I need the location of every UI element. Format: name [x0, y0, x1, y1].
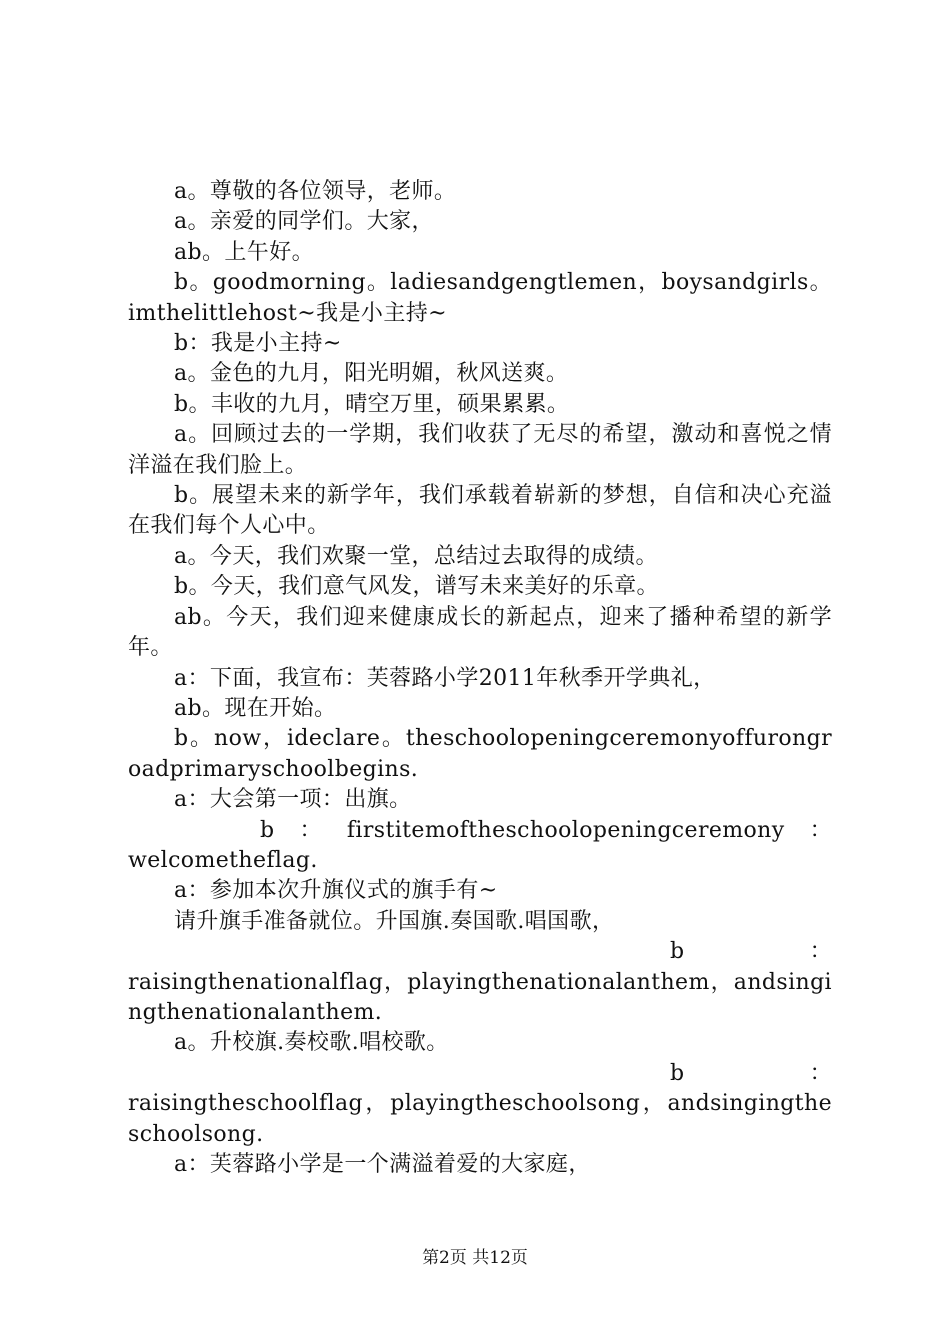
paragraph-20-colon: ：	[809, 939, 832, 965]
document-body	[128, 177, 832, 1180]
paragraph-2: a。亲爱的同学们。大家，	[174, 209, 434, 235]
paragraph-17-colon-2: ：	[809, 817, 832, 843]
paragraph-19: 请升旗手准备就位。升国旗.奏国歌.唱国歌，	[174, 908, 615, 934]
paragraph-22-colon: ：	[809, 1060, 832, 1086]
paragraph-5: b：我是小主持~	[174, 331, 342, 357]
paragraph-10: a。今天，我们欢聚一堂，总结过去取得的成绩。	[174, 543, 658, 569]
paragraph-20-first-line	[128, 937, 832, 967]
paragraph-12: ab。今天，我们迎来健康成长的新起点，迎来了播种希望的新学年。	[128, 604, 832, 661]
paragraph-14: ab。现在开始。	[174, 695, 337, 721]
paragraph-11: b。今天，我们意气风发，谱写未来美好的乐章。	[174, 574, 659, 600]
paragraph-8: a。回顾过去的一学期，我们收获了无尽的希望，激动和喜悦之情洋溢在我们脸上。	[128, 422, 832, 478]
paragraph-22-first-line	[128, 1059, 832, 1089]
paragraph-3: ab。上午好。	[174, 239, 314, 265]
paragraph-17-speaker: b	[260, 817, 275, 843]
page-footer: 第2页 共12页	[422, 1248, 528, 1268]
paragraph-17-colon-1: ：	[299, 817, 322, 843]
paragraph-17-text: firstitemoftheschoolopeningceremony	[346, 817, 785, 843]
paragraph-17-first-line	[128, 816, 832, 846]
paragraph-23: a：芙蓉路小学是一个满溢着爱的大家庭，	[174, 1152, 591, 1177]
paragraph-22-speaker: b	[670, 1060, 685, 1086]
paragraph-22-tail: raisingtheschoolflag，playingtheschoolsong，andsingingtheschoolsong.	[128, 1091, 832, 1147]
paragraph-17-tail: welcometheflag.	[128, 847, 318, 873]
paragraph-16: a：大会第一项：出旗。	[174, 787, 412, 813]
paragraph-20-speaker: b	[670, 939, 685, 965]
paragraph-4: b。goodmorning。ladiesandgengtlemen，boysandgirls。imthelittlehost~我是小主持~	[128, 270, 832, 326]
paragraph-1: a。尊敬的各位领导，老师。	[174, 179, 457, 204]
paragraph-22	[128, 1059, 832, 1150]
paragraph-20	[128, 937, 832, 1028]
paragraph-20-tail: raisingthenationalflag，playingthenationalanthem，andsingingthenationalanthem.	[128, 969, 832, 1025]
paragraph-6: a。金色的九月，阳光明媚，秋风送爽。	[174, 361, 569, 387]
paragraph-17	[128, 816, 832, 877]
paragraph-18: a：参加本次升旗仪式的旗手有~	[174, 878, 498, 904]
paragraph-15: b。now，ideclare。theschoolopeningceremonyoffurongroadprimaryschoolbegins.	[128, 726, 832, 782]
paragraph-13: a：下面，我宣布：芙蓉路小学2011年秋季开学典礼，	[174, 665, 716, 691]
paragraph-21: a。升校旗.奏校歌.唱校歌。	[174, 1030, 449, 1056]
paragraph-7: b。丰收的九月，晴空万里，硕果累累。	[174, 391, 570, 417]
paragraph-9: b。展望未来的新学年，我们承载着崭新的梦想，自信和决心充溢在我们每个人心中。	[128, 483, 832, 539]
